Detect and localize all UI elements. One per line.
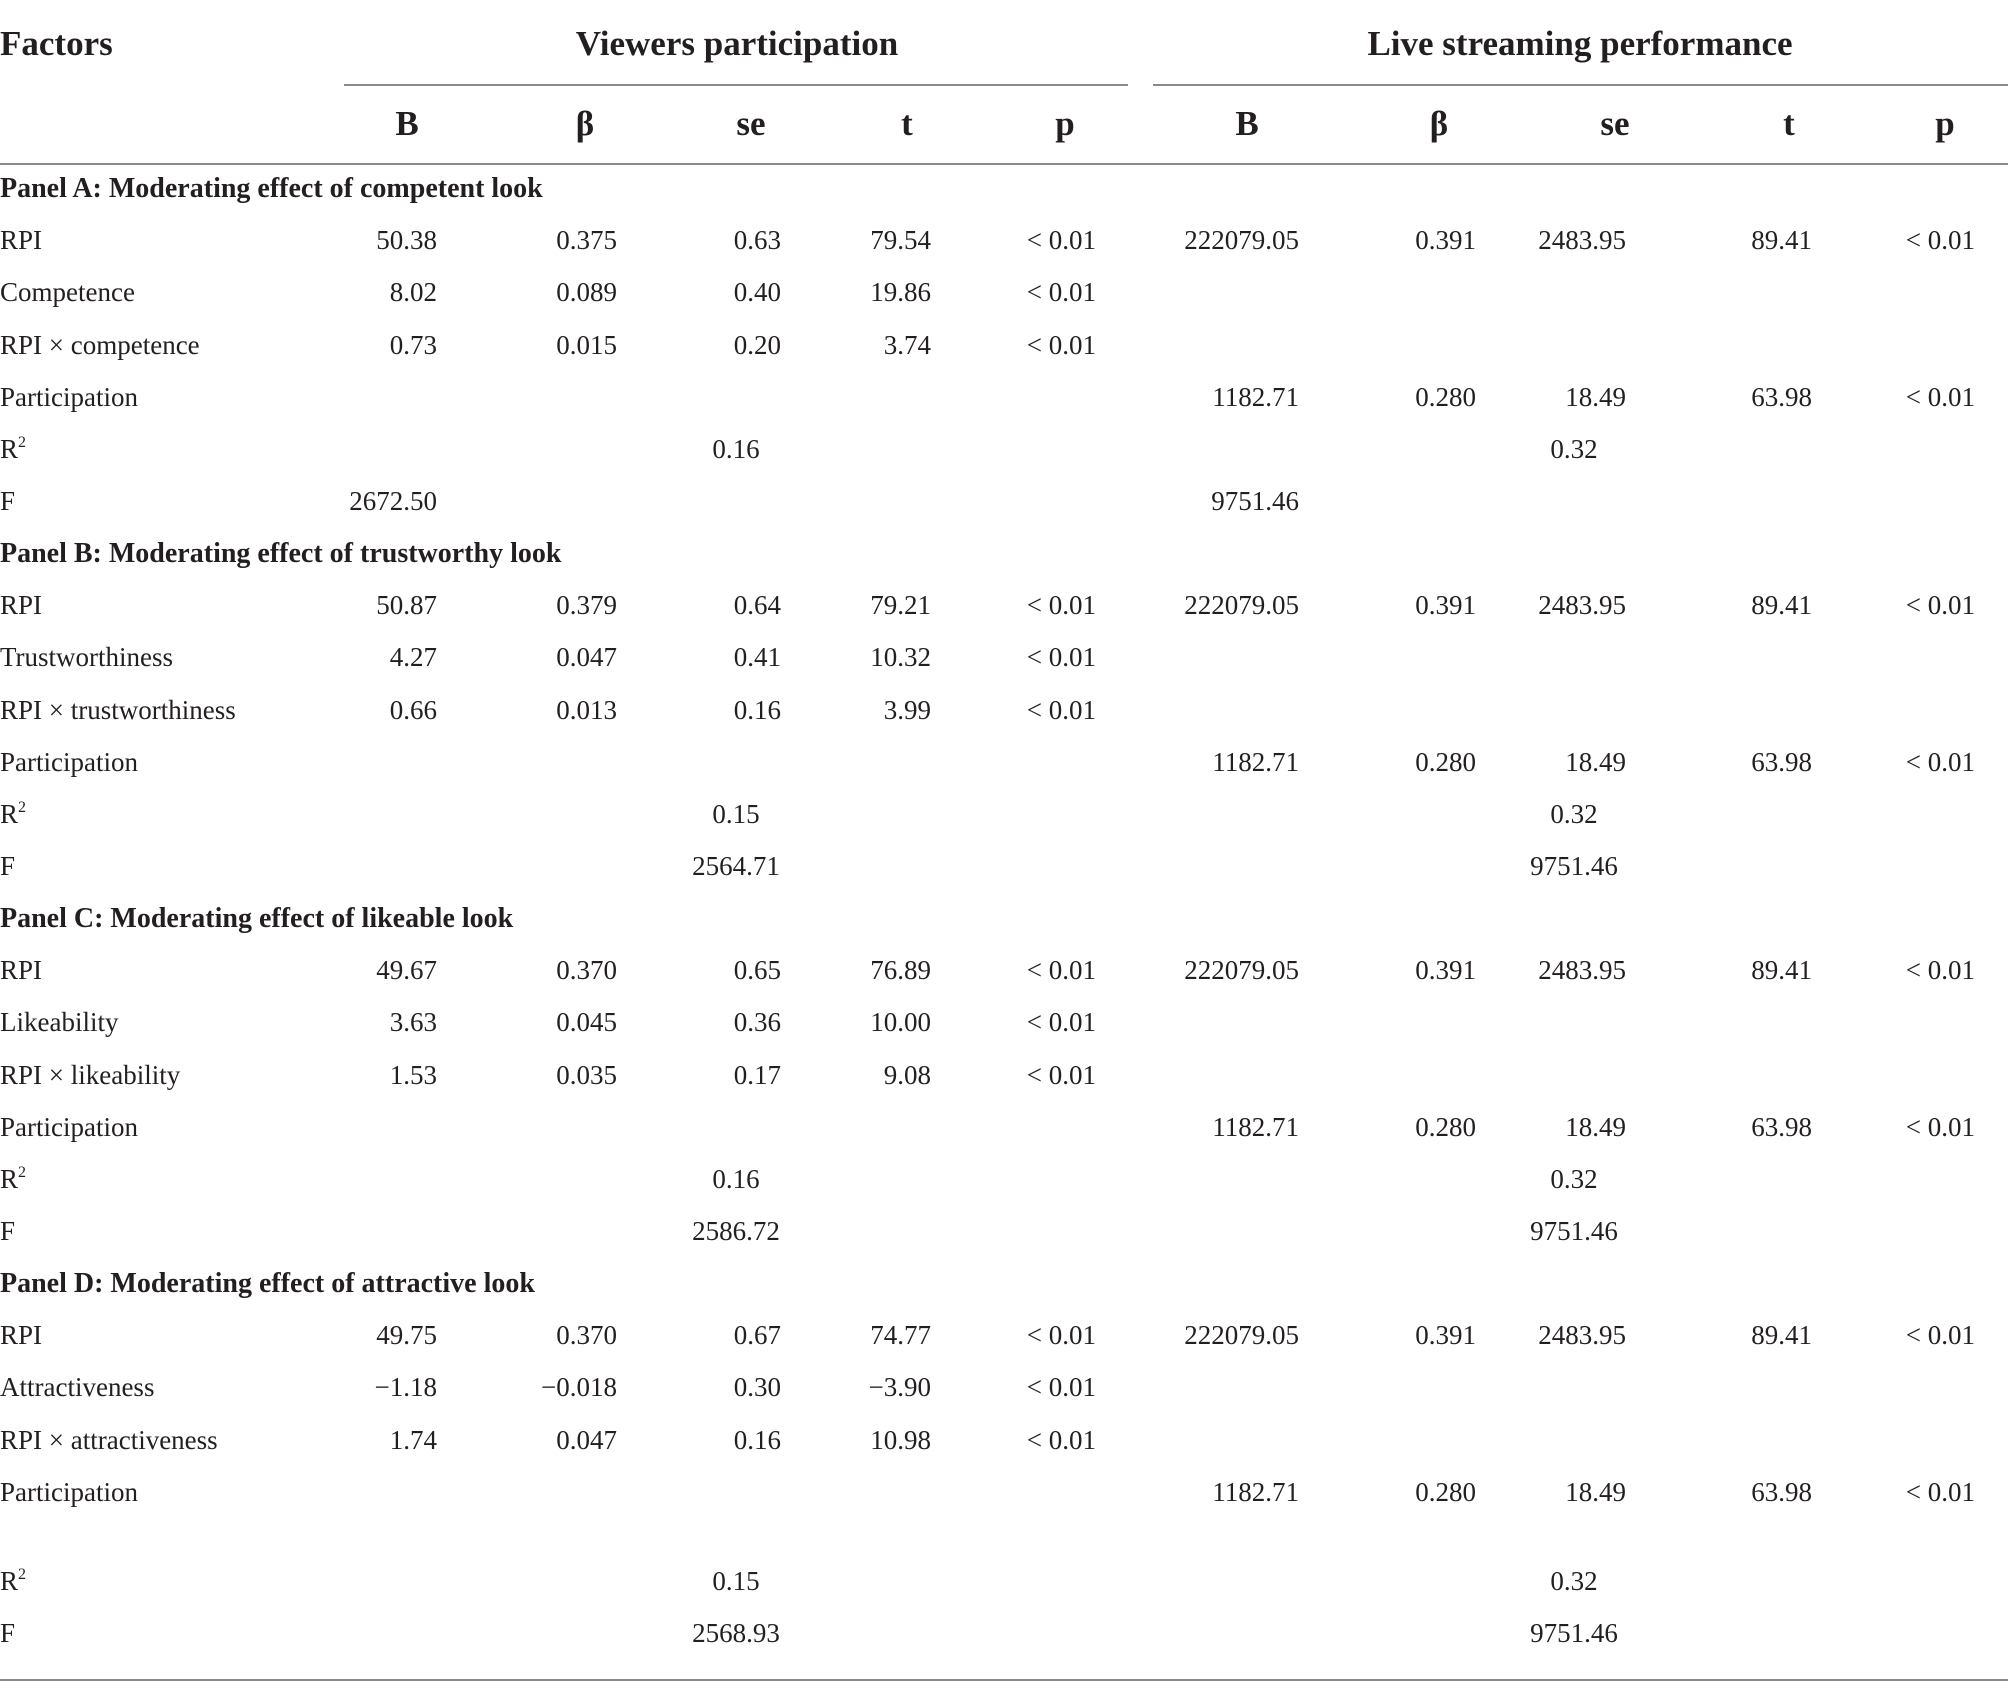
r2-label: $R^2$ [0, 434, 27, 464]
table-cell-ls: 0.280 [1415, 1476, 1476, 1507]
r2-value-ls: 0.32 [1550, 1164, 1598, 1194]
f-value-ls: 9751.46 [1211, 486, 1299, 517]
table-cell-vp: < 0.01 [1026, 1059, 1096, 1090]
table-cell-ls: < 0.01 [1905, 1476, 1975, 1507]
table-cell-ls: 89.41 [1751, 225, 1812, 256]
table-cell-ls: < 0.01 [1905, 955, 1975, 986]
table-cell-ls: 2483.95 [1538, 1320, 1626, 1351]
table-cell-ls: 0.280 [1415, 746, 1476, 777]
f-label: F [0, 1618, 16, 1649]
group-rule-viewers-participation [344, 84, 1128, 86]
f-value-ls: 9751.46 [1530, 851, 1618, 882]
column-header-ls-2: se [1600, 104, 1630, 143]
table-cell-vp: 79.54 [870, 225, 931, 256]
table-cell-vp: 0.64 [733, 590, 781, 621]
table-cell-ls: 0.391 [1415, 225, 1476, 256]
table-cell-ls: < 0.01 [1905, 225, 1975, 256]
column-header-ls-0: B [1235, 104, 1259, 143]
table-cell-ls: 222079.05 [1184, 1320, 1299, 1351]
table-cell-ls: < 0.01 [1905, 1111, 1975, 1142]
table-cell-vp: < 0.01 [1026, 1424, 1096, 1455]
r2-label: $R^2$ [0, 799, 27, 829]
table-cell-vp: 0.20 [733, 329, 781, 360]
table-cell-vp: 0.30 [733, 1372, 781, 1403]
column-header-ls-4: p [1935, 104, 1955, 143]
f-value-ls: 9751.46 [1530, 1216, 1618, 1247]
table-cell-vp: 10.00 [870, 1007, 931, 1038]
table-cell-vp: < 0.01 [1026, 955, 1096, 986]
table-cell-vp: 0.73 [389, 329, 437, 360]
row-label: Participation [0, 381, 138, 412]
table-cell-vp: < 0.01 [1026, 277, 1096, 308]
r2-value-ls: 0.32 [1550, 434, 1598, 464]
row-label: RPI [0, 590, 43, 621]
r2-label: $R^2$ [0, 1164, 27, 1194]
table-cell-vp: < 0.01 [1026, 642, 1096, 673]
table-cell-ls: 18.49 [1565, 746, 1626, 777]
table-cell-vp: 74.77 [870, 1320, 931, 1351]
panel-title: Panel B: Moderating effect of trustworthy look [0, 538, 562, 569]
row-label: RPI [0, 1320, 43, 1351]
r2-value-vp: 0.15 [712, 1566, 760, 1596]
r2-label: $R^2$ [0, 1566, 27, 1596]
table-cell-ls: 89.41 [1751, 955, 1812, 986]
table-cell-ls: < 0.01 [1905, 1320, 1975, 1351]
row-label: Trustworthiness [0, 642, 174, 673]
table-cell-vp: 0.013 [556, 694, 617, 725]
table-cell-ls: 1182.71 [1212, 381, 1299, 412]
table-cell-ls: 63.98 [1751, 1476, 1812, 1507]
r2-value-ls: 0.32 [1550, 799, 1598, 829]
group-header-live-streaming-performance: Live streaming performance [1367, 24, 1793, 63]
table-cell-ls: 63.98 [1751, 1111, 1812, 1142]
table-cell-vp: 0.17 [733, 1059, 781, 1090]
row-label: RPI × attractiveness [0, 1424, 218, 1455]
table-cell-vp: 3.63 [389, 1007, 437, 1038]
table-cell-ls: 2483.95 [1538, 955, 1626, 986]
r2-value-vp: 0.16 [712, 1164, 760, 1194]
table-cell-vp: 1.53 [389, 1059, 437, 1090]
row-label: RPI × likeability [0, 1059, 181, 1090]
f-value-vp: 2564.71 [692, 851, 780, 882]
factors-header: Factors [0, 24, 113, 63]
table-cell-ls: 222079.05 [1184, 590, 1299, 621]
table-cell-ls: 63.98 [1751, 381, 1812, 412]
table-cell-ls: 0.391 [1415, 1320, 1476, 1351]
table-cell-vp: 0.66 [389, 694, 437, 725]
table-cell-vp: 10.32 [870, 642, 931, 673]
table-cell-vp: 0.370 [556, 1320, 617, 1351]
f-value-vp: 2586.72 [692, 1216, 780, 1247]
f-label: F [0, 486, 16, 517]
r2-superscript: 2 [18, 799, 27, 816]
table-cell-ls: 0.391 [1415, 590, 1476, 621]
table-cell-vp: < 0.01 [1026, 590, 1096, 621]
header-bottom-rule [0, 163, 2008, 165]
table-cell-vp: 79.21 [870, 590, 931, 621]
table-cell-vp: < 0.01 [1026, 1320, 1096, 1351]
table-cell-vp: 0.67 [733, 1320, 781, 1351]
column-header-vp-3: t [901, 104, 913, 143]
table-cell-vp: 76.89 [870, 955, 931, 986]
table-cell-vp: 50.38 [376, 225, 437, 256]
table-cell-vp: 0.089 [556, 277, 617, 308]
table-cell-vp: −0.018 [541, 1372, 617, 1403]
row-label: RPI × trustworthiness [0, 694, 236, 725]
table-cell-ls: 1182.71 [1212, 746, 1299, 777]
table-cell-vp: 3.99 [883, 694, 931, 725]
row-label: Likeability [0, 1007, 119, 1038]
column-header-vp-2: se [736, 104, 766, 143]
table-cell-vp: 0.16 [733, 1424, 781, 1455]
table-cell-vp: < 0.01 [1026, 1372, 1096, 1403]
table-cell-vp: < 0.01 [1026, 225, 1096, 256]
panel-title: Panel D: Moderating effect of attractive look [0, 1268, 535, 1299]
f-label: F [0, 851, 16, 882]
table-cell-vp: < 0.01 [1026, 329, 1096, 360]
column-header-vp-1: β [575, 104, 595, 143]
table-cell-vp: 0.36 [733, 1007, 781, 1038]
f-value-vp: 2672.50 [349, 486, 437, 517]
table-cell-vp: 8.02 [389, 277, 437, 308]
r2-value-vp: 0.15 [712, 799, 760, 829]
table-cell-ls: 0.391 [1415, 955, 1476, 986]
column-header-ls-1: β [1429, 104, 1449, 143]
table-cell-ls: 18.49 [1565, 1111, 1626, 1142]
table-cell-vp: 0.40 [733, 277, 781, 308]
table-cell-ls: 0.280 [1415, 1111, 1476, 1142]
table-cell-vp: −1.18 [374, 1372, 437, 1403]
f-label: F [0, 1216, 16, 1247]
table-cell-vp: 0.375 [556, 225, 617, 256]
table-cell-ls: 89.41 [1751, 590, 1812, 621]
table-cell-vp: 19.86 [870, 277, 931, 308]
row-label: RPI [0, 955, 43, 986]
panel-title: Panel A: Moderating effect of competent look [0, 173, 543, 204]
group-header-viewers-participation: Viewers participation [575, 24, 899, 63]
table-cell-vp: 3.74 [883, 329, 931, 360]
table-cell-ls: < 0.01 [1905, 746, 1975, 777]
table-cell-vp: < 0.01 [1026, 1007, 1096, 1038]
f-value-vp: 2568.93 [692, 1618, 780, 1649]
table-cell-vp: −3.90 [868, 1372, 931, 1403]
table-cell-vp: 0.047 [556, 642, 617, 673]
f-value-ls: 9751.46 [1530, 1618, 1618, 1649]
table-cell-vp: 0.015 [556, 329, 617, 360]
group-rule-live-streaming-performance [1153, 84, 2008, 86]
table-cell-vp: 49.75 [376, 1320, 437, 1351]
column-header-vp-4: p [1055, 104, 1075, 143]
column-header-ls-3: t [1783, 104, 1795, 143]
table-cell-vp: 1.74 [389, 1424, 437, 1455]
panel-title: Panel C: Moderating effect of likeable look [0, 903, 514, 934]
table-cell-ls: 89.41 [1751, 1320, 1812, 1351]
r2-value-ls: 0.32 [1550, 1566, 1598, 1596]
table-cell-ls: < 0.01 [1905, 590, 1975, 621]
table-cell-ls: < 0.01 [1905, 381, 1975, 412]
row-label: Competence [0, 277, 135, 308]
table-cell-vp: < 0.01 [1026, 694, 1096, 725]
table-cell-vp: 49.67 [376, 955, 437, 986]
table-cell-vp: 0.379 [556, 590, 617, 621]
table-cell-vp: 0.65 [733, 955, 781, 986]
table-cell-ls: 63.98 [1751, 746, 1812, 777]
row-label: Participation [0, 746, 138, 777]
table-cell-vp: 0.63 [733, 225, 781, 256]
table-cell-vp: 0.41 [733, 642, 781, 673]
row-label: Attractiveness [0, 1372, 155, 1403]
table-cell-ls: 18.49 [1565, 381, 1626, 412]
table-cell-vp: 0.035 [556, 1059, 617, 1090]
table-cell-ls: 222079.05 [1184, 225, 1299, 256]
row-label: RPI [0, 225, 43, 256]
table-cell-ls: 1182.71 [1212, 1476, 1299, 1507]
column-header-vp-0: B [395, 104, 419, 143]
table-cell-ls: 222079.05 [1184, 955, 1299, 986]
table-cell-vp: 50.87 [376, 590, 437, 621]
table-cell-ls: 0.280 [1415, 381, 1476, 412]
row-label: RPI × competence [0, 329, 200, 360]
table-cell-vp: 0.045 [556, 1007, 617, 1038]
r2-value-vp: 0.16 [712, 434, 760, 464]
table-cell-vp: 4.27 [389, 642, 437, 673]
row-label: Participation [0, 1111, 138, 1142]
r2-superscript: 2 [18, 1164, 27, 1181]
table-cell-ls: 18.49 [1565, 1476, 1626, 1507]
row-label: Participation [0, 1476, 138, 1507]
table-cell-ls: 1182.71 [1212, 1111, 1299, 1142]
table-cell-vp: 0.370 [556, 955, 617, 986]
r2-superscript: 2 [18, 434, 27, 451]
table-cell-vp: 10.98 [870, 1424, 931, 1455]
r2-superscript: 2 [18, 1566, 27, 1583]
table-cell-ls: 2483.95 [1538, 225, 1626, 256]
table-cell-vp: 0.16 [733, 694, 781, 725]
table-bottom-rule [0, 1679, 2008, 1681]
table-cell-vp: 0.047 [556, 1424, 617, 1455]
table-cell-ls: 2483.95 [1538, 590, 1626, 621]
table-cell-vp: 9.08 [883, 1059, 931, 1090]
